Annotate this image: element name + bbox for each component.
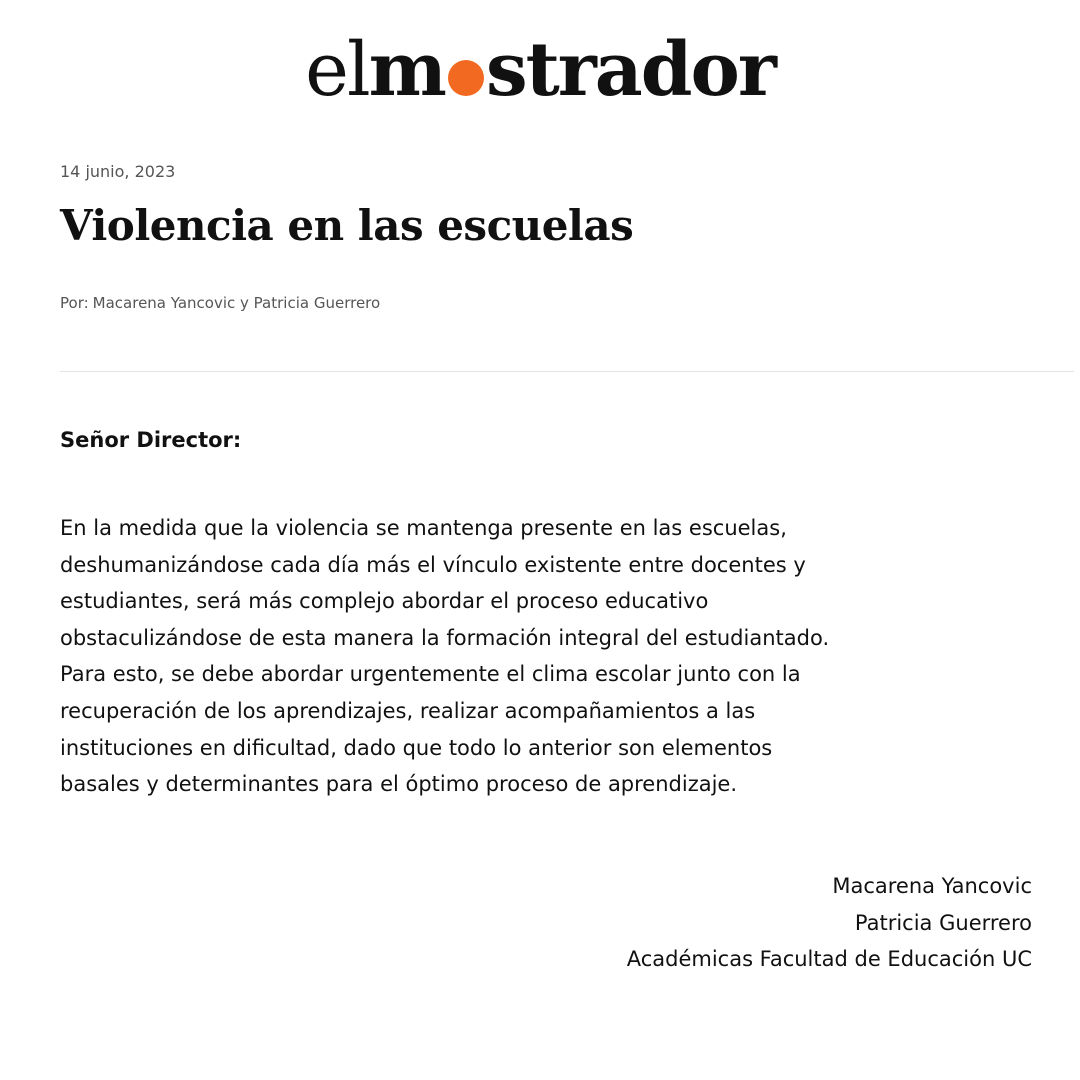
logo-text-strador: strador <box>485 27 775 113</box>
letter-body-line: obstaculizándose de esta manera la formación integral del estudiantado. <box>60 625 830 650</box>
site-logo[interactable] <box>0 22 1080 118</box>
byline-authors: Macarena Yancovic y Patricia Guerrero <box>92 294 381 312</box>
header-divider <box>60 371 1074 372</box>
logo-dot-icon <box>448 60 484 96</box>
article-byline <box>60 294 380 312</box>
letter-body-line: deshumanizándose cada día más el vínculo existente entre docentes y <box>60 552 806 577</box>
signature-author-2: Patricia Guerrero <box>854 910 1032 935</box>
signature-affiliation: Académicas Facultad de Educación UC <box>626 947 1032 971</box>
letter-body-line: En la medida que la violencia se mantenga presente en las escuelas, <box>60 516 787 540</box>
letter-salutation: Señor Director: <box>60 428 242 452</box>
letter-body-line: instituciones en dificultad, dado que todo lo anterior son elementos <box>60 735 773 760</box>
letter-body-line: basales y determinantes para el óptimo proceso de aprendizaje. <box>60 772 738 797</box>
letter-body-line: recuperación de los aprendizajes, realizar acompañamientos a las <box>60 698 756 723</box>
logo-text-el: el <box>305 27 369 113</box>
article-title: Violencia en las escuelas <box>60 201 634 250</box>
signature-author-1: Macarena Yancovic <box>832 874 1032 898</box>
letter-signature <box>627 868 1032 978</box>
article-date: 14 junio, 2023 <box>60 162 176 181</box>
byline-label: Por: <box>60 294 89 312</box>
letter-body-line: estudiantes, será más complejo abordar el proceso educativo <box>60 589 709 614</box>
letter-body-line: Para esto, se debe abordar urgentemente el clima escolar junto con la <box>60 662 801 687</box>
letter-body <box>60 510 1060 803</box>
logo-text-m: m <box>368 27 445 113</box>
